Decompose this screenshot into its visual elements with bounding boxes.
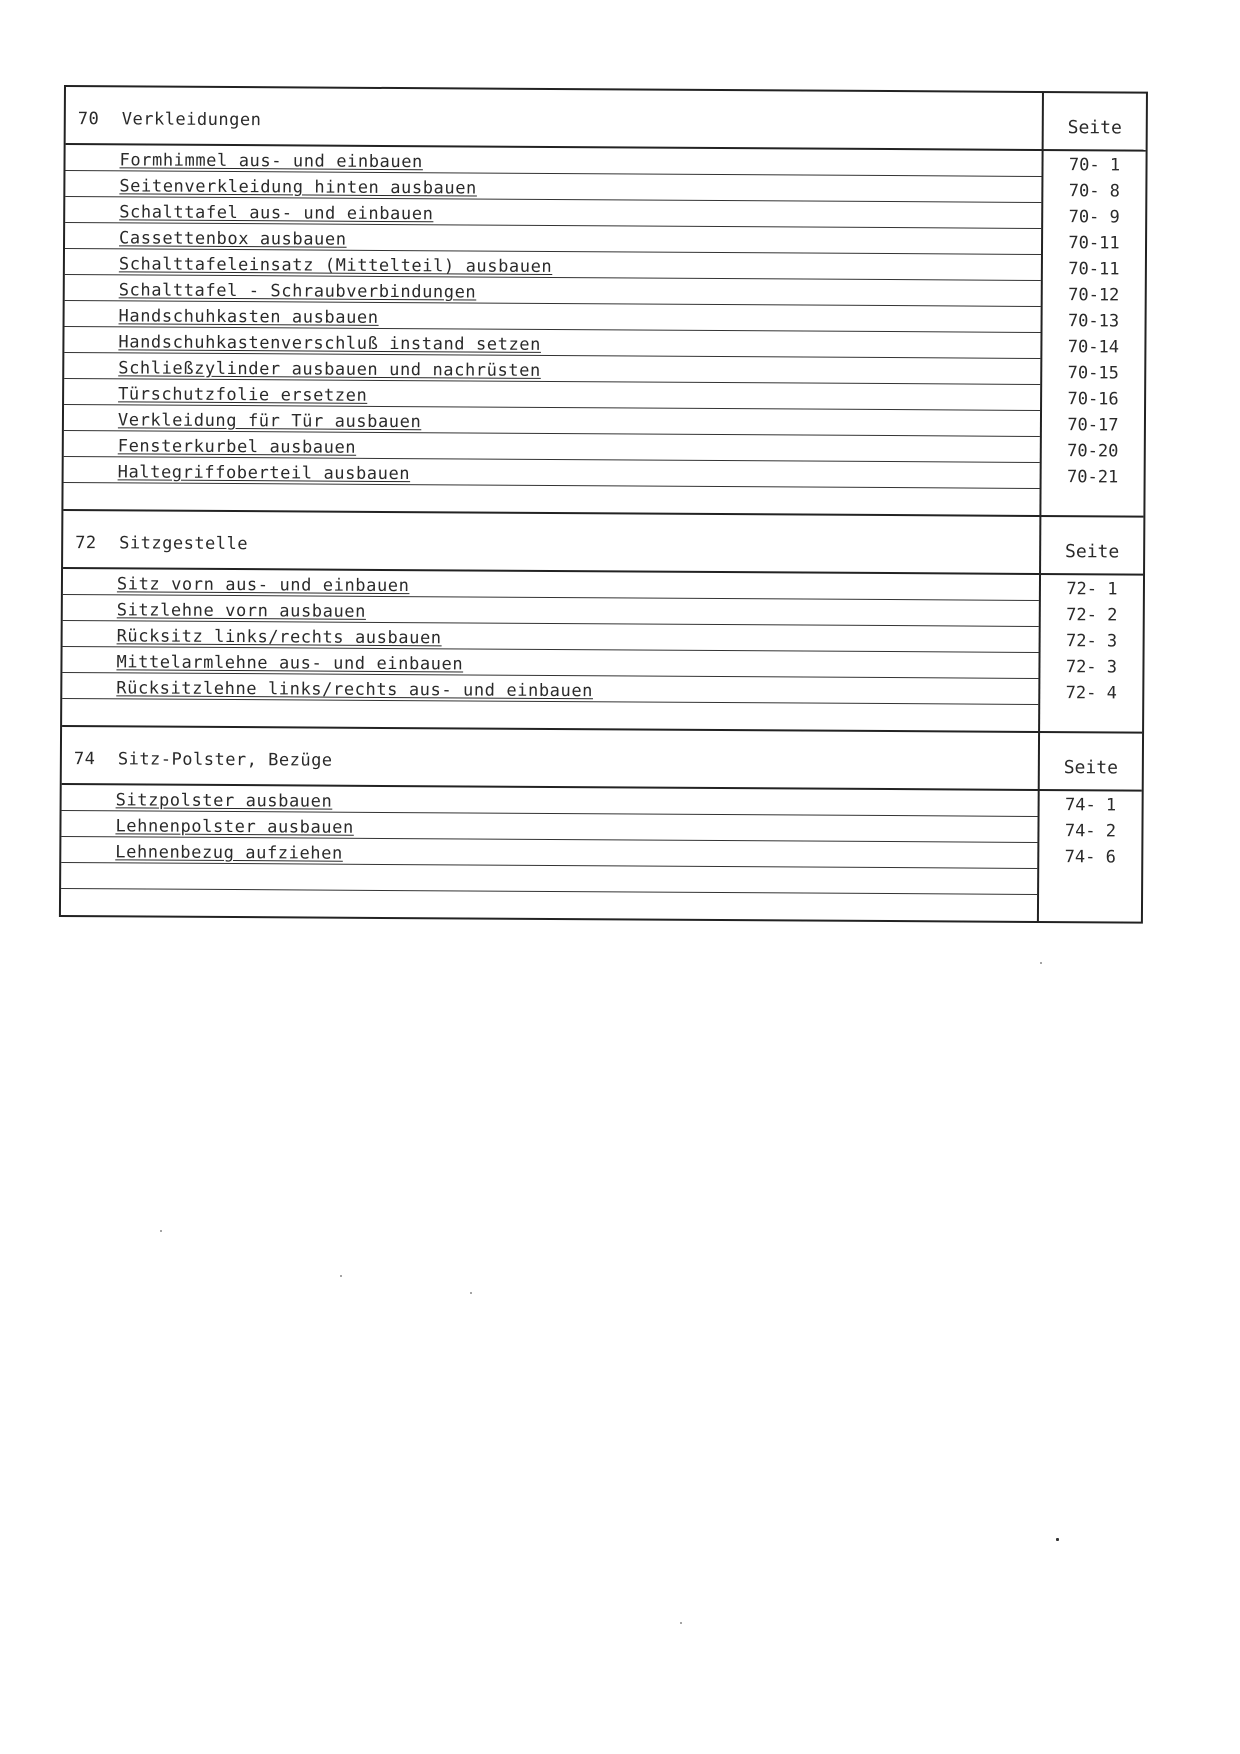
section-74 (61, 727, 1142, 922)
entry-page: 74- 1 (1038, 791, 1142, 818)
entry-page: 70-14 (1040, 333, 1144, 360)
entry-title: Lehnenbezug aufziehen (115, 842, 343, 864)
entry-title: Formhimmel aus- und einbauen (119, 150, 423, 173)
entry-title: Haltegriffoberteil ausbauen (117, 462, 411, 485)
entry-page: 70-13 (1041, 307, 1145, 334)
entry-page: 72- 4 (1038, 679, 1142, 706)
section-title: Verkleidungen (121, 109, 262, 131)
scan-speck (340, 1275, 342, 1277)
entry-title: Sitz vorn aus- und einbauen (116, 574, 410, 597)
entry-page: 70-20 (1040, 437, 1144, 464)
section-72 (62, 511, 1143, 734)
blank-row (61, 889, 1141, 922)
entry-title: Handschuhkastenverschluß instand setzen (118, 332, 542, 355)
section-number: 70 (77, 109, 100, 130)
entry-page (1037, 869, 1141, 896)
page-column-header: Seite (1042, 93, 1146, 150)
scan-speck (1040, 962, 1042, 964)
scan-speck (1056, 1538, 1059, 1541)
entry-page: 70-15 (1040, 359, 1144, 386)
entry-title: Schließzylinder ausbauen und nachrüsten (118, 358, 541, 381)
section-70 (63, 87, 1146, 518)
scan-speck (680, 1622, 682, 1624)
entry-page: 70-16 (1040, 385, 1144, 412)
entry-page: 70-11 (1041, 255, 1145, 282)
entry-title: Fensterkurbel ausbauen (117, 436, 357, 458)
entry-title: Rücksitz links/rechts ausbauen (116, 626, 442, 649)
section-title: Sitzgestelle (119, 533, 249, 555)
entry-page: 70-17 (1040, 411, 1144, 438)
page-column-cell (1039, 489, 1143, 516)
entry-title: Cassettenbox ausbauen (119, 228, 347, 250)
entry-page: 70- 8 (1041, 177, 1145, 204)
entry-title: Schalttafeleinsatz (Mittelteil) ausbauen (118, 254, 553, 277)
entry-title: Sitzpolster ausbauen (115, 790, 333, 812)
entry-title: Handschuhkasten ausbauen (118, 306, 379, 328)
entry-page: 72- 3 (1038, 653, 1142, 680)
entry-page: 70- 9 (1041, 203, 1145, 230)
entry-page: 72- 2 (1039, 601, 1143, 628)
page-column-header: Seite (1039, 517, 1143, 574)
page-column-cell (1038, 705, 1142, 732)
entry-title: Schalttafel aus- und einbauen (119, 202, 434, 225)
blank-row (62, 699, 1142, 732)
entry-title: Schalttafel - Schraubverbindungen (118, 280, 477, 303)
entry-title: Lehnenpolster ausbauen (115, 816, 354, 838)
section-header (66, 87, 1146, 152)
section-header (62, 727, 1142, 792)
entry-title: Mittelarmlehne aus- und einbauen (116, 652, 464, 675)
entry-list (63, 145, 1145, 516)
entry-title: Sitzlehne vorn ausbauen (116, 600, 367, 622)
entry-title: Verkleidung für Tür ausbauen (117, 410, 422, 433)
page-column-cell (1037, 895, 1141, 922)
entry-page: 74- 2 (1037, 817, 1141, 844)
entry-title: Seitenverkleidung hinten ausbauen (119, 176, 477, 199)
entry-page: 72- 3 (1039, 627, 1143, 654)
entry-list (62, 569, 1143, 732)
page-column-header: Seite (1038, 733, 1142, 790)
section-number: 72 (75, 533, 97, 554)
section-title: Sitz-Polster, Bezüge (117, 749, 333, 771)
entry-page: 70-12 (1041, 281, 1145, 308)
entry-title: Türschutzfolie ersetzen (118, 384, 368, 406)
entry-page: 70-21 (1040, 463, 1144, 490)
section-header (63, 511, 1143, 576)
entry-page: 72- 1 (1039, 575, 1143, 602)
section-number: 74 (73, 749, 96, 770)
blank-row (63, 483, 1143, 516)
scan-speck (470, 1292, 472, 1294)
entry-page: 70-11 (1041, 229, 1145, 256)
entry-title: Rücksitzlehne links/rechts aus- und einbauen (116, 678, 594, 702)
table-of-contents (59, 85, 1148, 924)
entry-page: 74- 6 (1037, 843, 1141, 870)
scan-speck (160, 1230, 162, 1232)
entry-page: 70- 1 (1041, 151, 1145, 178)
entry-list (61, 785, 1142, 922)
